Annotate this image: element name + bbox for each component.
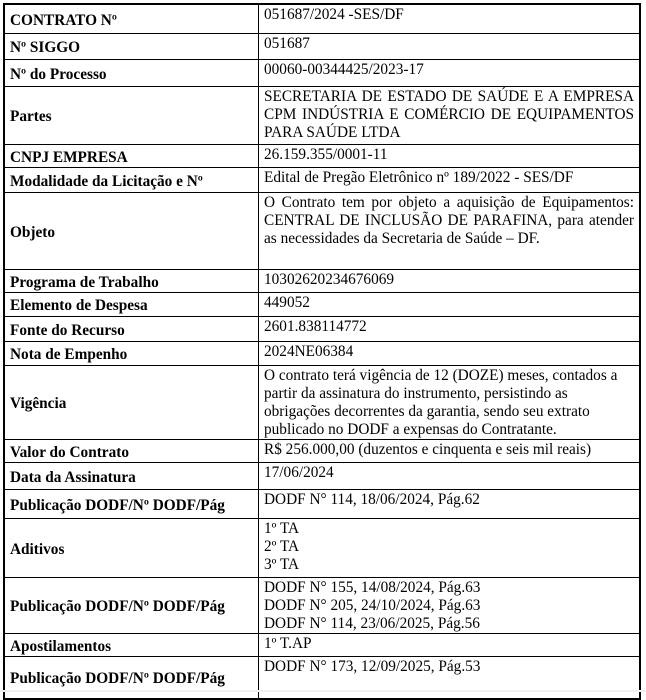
- table-row: [4, 4, 640, 33]
- value-line: 26.159.355/0001-11: [264, 145, 388, 163]
- value-line: R$ 256.000,00 (duzentos e cinquenta e seis mil reais): [264, 440, 592, 458]
- field-label: Vigência: [4, 365, 259, 439]
- table-row: [4, 59, 640, 86]
- value-line: DODF N° 114, 23/06/2025, Pág.56: [264, 614, 480, 632]
- table-row: [4, 144, 640, 167]
- value-line: Edital de Pregão Eletrônico nº 189/2022 - SES/DF: [264, 168, 574, 186]
- field-label: Publicação DODF/Nº DODF/Pág: [4, 656, 259, 699]
- value-line: O contrato terá vigência de 12 (DOZE) meses, contados a partir da assinatura do instrumento, persistindo as obrigações decorrentes da garantia, sendo seu extrato publicado no DODF a expensas do Contratante.: [264, 366, 618, 438]
- field-label: Valor do Contrato: [4, 439, 259, 462]
- field-value: [259, 167, 641, 192]
- value-line: 449052: [264, 293, 310, 311]
- field-value: [259, 439, 641, 462]
- value-line: 2º TA: [264, 537, 300, 555]
- field-value: [259, 192, 641, 269]
- field-label: Aditivos: [4, 518, 259, 577]
- value-line: DODF N° 155, 14/08/2024, Pág.63: [264, 578, 481, 596]
- field-label: Nota de Empenho: [4, 341, 259, 365]
- value-line: DODF N° 114, 18/06/2024, Pág.62: [264, 490, 480, 508]
- field-label: Modalidade da Licitação e Nº: [4, 167, 259, 192]
- value-line: 17/06/2024: [264, 463, 334, 481]
- field-value: [259, 489, 641, 518]
- value-line: O Contrato tem por objeto a aquisição de Equipamentos: CENTRAL DE INCLUSÃO DE PARAFINA, para atender as necessidades da Secretaria de Saúde – DF.: [264, 193, 634, 247]
- table-row: [4, 439, 640, 462]
- value-line: 2601.838114772: [264, 317, 367, 335]
- field-label: Fonte do Recurso: [4, 316, 259, 341]
- field-value: [259, 59, 641, 86]
- value-line: 3º TA: [264, 555, 300, 573]
- value-line: DODF N° 205, 24/10/2024, Pág.63: [264, 596, 481, 614]
- table-row: [4, 518, 640, 577]
- value-line: 00060-00344425/2023-17: [264, 60, 424, 78]
- field-value: [259, 341, 641, 365]
- field-value: [259, 144, 641, 167]
- field-value: [259, 4, 641, 33]
- field-value: [259, 365, 641, 439]
- field-label: Nº do Processo: [4, 59, 259, 86]
- value-line: 10302620234676069: [264, 270, 395, 288]
- table-row: [4, 656, 640, 699]
- table-row: [4, 86, 640, 144]
- table-row: [4, 341, 640, 365]
- field-value: [259, 316, 641, 341]
- field-label: Elemento de Despesa: [4, 292, 259, 316]
- table-row: [4, 33, 640, 59]
- field-value: [259, 518, 641, 577]
- field-label: Publicação DODF/Nº DODF/Pág: [4, 489, 259, 518]
- field-label: CNPJ EMPRESA: [4, 144, 259, 167]
- field-label: Objeto: [4, 192, 259, 269]
- value-line: 051687: [264, 34, 310, 52]
- field-value: [259, 462, 641, 489]
- value-line: DODF N° 173, 12/09/2025, Pág.53: [264, 657, 481, 675]
- field-value: [259, 633, 641, 656]
- field-label: Programa de Trabalho: [4, 269, 259, 292]
- table-row: [4, 489, 640, 518]
- value-line: 1º T.AP: [264, 634, 312, 652]
- field-value: [259, 33, 641, 59]
- field-value: [259, 292, 641, 316]
- field-label: CONTRATO Nº: [4, 4, 259, 33]
- field-label: Partes: [4, 86, 259, 144]
- table-row: [4, 633, 640, 656]
- field-label: Data da Assinatura: [4, 462, 259, 489]
- value-line: 1º TA: [264, 519, 300, 537]
- value-line: SECRETARIA DE ESTADO DE SAÚDE E A EMPRESA CPM INDÚSTRIA E COMÉRCIO DE EQUIPAMENTOS PARA SAÚDE LTDA: [264, 87, 634, 141]
- contract-summary-table: [3, 3, 641, 700]
- field-label: Nº SIGGO: [4, 33, 259, 59]
- field-value: [259, 577, 641, 633]
- table-row: [4, 167, 640, 192]
- field-label: Apostilamentos: [4, 633, 259, 656]
- field-label: Publicação DODF/Nº DODF/Pág: [4, 577, 259, 633]
- table-row: [4, 365, 640, 439]
- table-row: [4, 316, 640, 341]
- table-row: [4, 269, 640, 292]
- value-line: 2024NE06384: [264, 342, 354, 360]
- field-value: [259, 656, 641, 699]
- value-line: 051687/2024 -SES/DF: [264, 6, 404, 23]
- table-row: [4, 462, 640, 489]
- table-row: [4, 292, 640, 316]
- field-value: [259, 269, 641, 292]
- table-row: [4, 192, 640, 269]
- table-row: [4, 577, 640, 633]
- field-value: [259, 86, 641, 144]
